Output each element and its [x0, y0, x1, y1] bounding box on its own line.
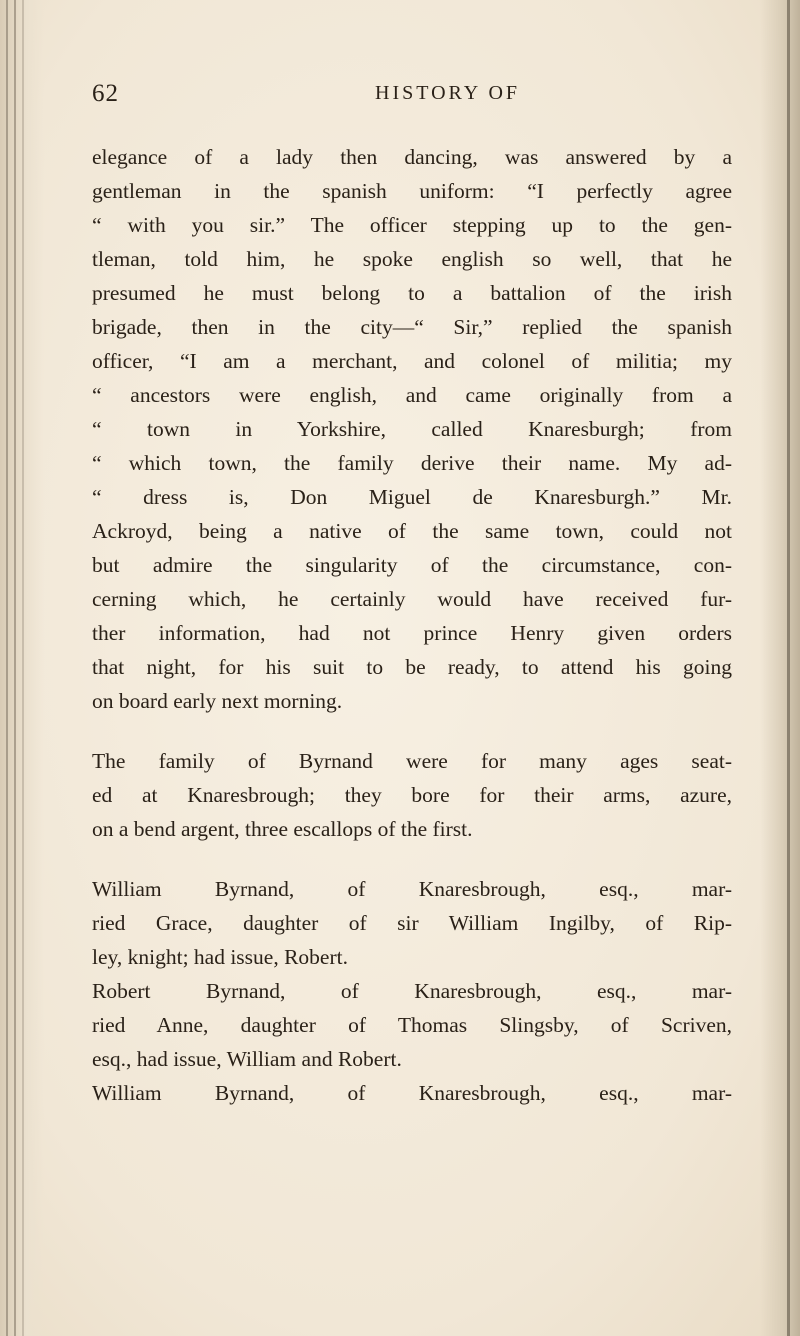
- paragraph-william-byrnand: [92, 872, 732, 974]
- paragraph-byrnand-family: [92, 744, 732, 846]
- text-line: William Byrnand, of Knaresbrough, esq., mar-: [92, 877, 732, 901]
- text-line: ed at Knaresbrough; they bore for their arms, azure,: [92, 783, 732, 807]
- text-line: tleman, told him, he spoke english so well, that he: [92, 247, 732, 271]
- text-line: ley, knight; had issue, Robert.: [92, 945, 348, 969]
- gutter-line: [14, 0, 16, 1336]
- text-line: William Byrnand, of Knaresbrough, esq., mar-: [92, 1081, 732, 1105]
- text-line: that night, for his suit to be ready, to attend his going: [92, 655, 732, 679]
- text-line: gentleman in the spanish uniform: “I perfectly agree: [92, 179, 732, 203]
- running-title: HISTORY OF: [375, 82, 521, 104]
- text-line: ried Grace, daughter of sir William Ingilby, of Rip-: [92, 911, 732, 935]
- text-line: “ with you sir.” The officer stepping up to the gen-: [92, 213, 732, 237]
- gutter-line: [22, 0, 24, 1336]
- binding-gutter: [0, 0, 44, 1336]
- page-number: 62: [92, 80, 119, 107]
- text-line: The family of Byrnand were for many ages seat-: [92, 749, 732, 773]
- body-text: [92, 140, 732, 1110]
- paragraph-gap: [92, 846, 732, 872]
- text-line: on board early next morning.: [92, 689, 343, 713]
- gutter-line: [6, 0, 8, 1336]
- text-line: cerning which, he certainly would have received fur-: [92, 587, 732, 611]
- text-line: “ which town, the family derive their name. My ad-: [92, 451, 732, 475]
- paragraph-william-byrnand-2: [92, 1076, 732, 1110]
- text-line: ried Anne, daughter of Thomas Slingsby, of Scriven,: [92, 1013, 732, 1037]
- text-line: Ackroyd, being a native of the same town, could not: [92, 519, 732, 543]
- text-line: presumed he must belong to a battalion of the irish: [92, 281, 732, 305]
- text-line: but admire the singularity of the circumstance, con-: [92, 553, 732, 577]
- page-edge-shadow: [760, 0, 800, 1336]
- paragraph-robert-byrnand: [92, 974, 732, 1076]
- page-header: [0, 80, 800, 116]
- paragraph-anecdote: [92, 140, 732, 718]
- text-line: Robert Byrnand, of Knaresbrough, esq., mar-: [92, 979, 732, 1003]
- text-line: brigade, then in the city—“ Sir,” replied the spanish: [92, 315, 732, 339]
- text-line: “ dress is, Don Miguel de Knaresburgh.” Mr.: [92, 485, 732, 509]
- text-line: ther information, had not prince Henry given orders: [92, 621, 732, 645]
- paragraph-gap: [92, 718, 732, 744]
- text-line: on a bend argent, three escallops of the first.: [92, 817, 473, 841]
- text-line: “ ancestors were english, and came originally from a: [92, 383, 732, 407]
- text-line: elegance of a lady then dancing, was answered by a: [92, 145, 732, 169]
- text-line: officer, “I am a merchant, and colonel of militia; my: [92, 349, 732, 373]
- text-line: “ town in Yorkshire, called Knaresburgh; from: [92, 417, 732, 441]
- text-line: esq., had issue, William and Robert.: [92, 1047, 402, 1071]
- page-edge-line: [787, 0, 790, 1336]
